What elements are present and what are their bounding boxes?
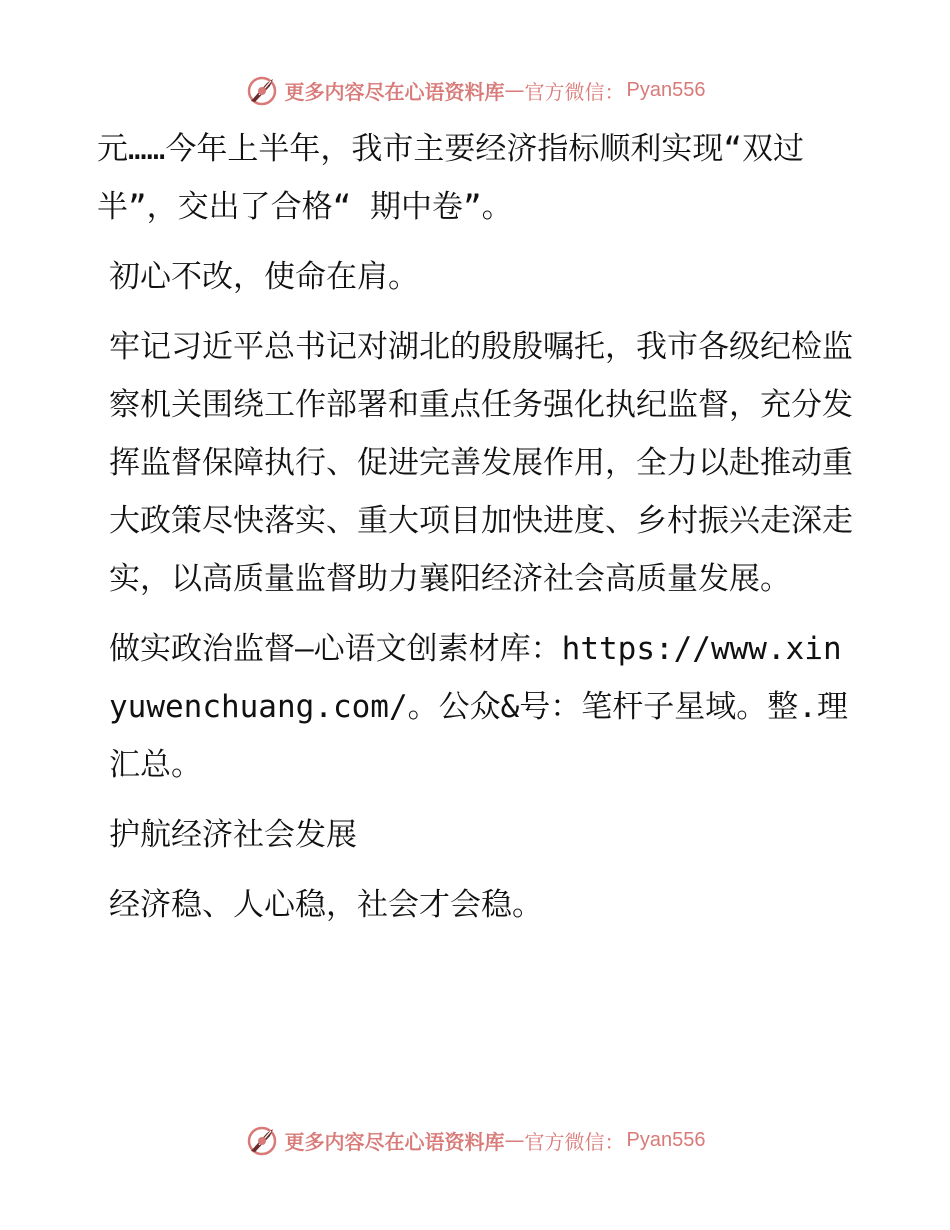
footer-banner (0, 1120, 950, 1160)
banner-dash: — (504, 78, 525, 102)
paragraph-1: 元……今年上半年，我市主要经济指标顺利实现“双过半”，交出了合格“ 期中卷”。 (97, 131, 804, 225)
banner-dash: — (504, 1128, 525, 1152)
document-body (97, 120, 857, 946)
banner-main-text: 更多内容尽在心语资料库 (284, 79, 505, 104)
banner-wechat-id: Pyan556 (626, 78, 706, 101)
banner-main-text: 更多内容尽在心语资料库 (284, 1129, 505, 1154)
banner-wechat-id: Pyan556 (626, 1128, 706, 1151)
paragraph-2: 初心不改，使命在肩。 (109, 259, 419, 295)
quill-pen-logo-icon (245, 73, 279, 107)
paragraph-6: 经济稳、人心稳，社会才会稳。 (109, 887, 543, 923)
header-banner (0, 70, 950, 110)
banner-official-label: 官方微信： (524, 1129, 625, 1154)
paragraph-4: 做实政治监督—心语文创素材库：https://www.xinyuwenchuang.com/。公众&号：笔杆子星域。整.理汇总。 (109, 631, 848, 783)
paragraph-5: 护航经济社会发展 (109, 817, 357, 853)
banner-official-label: 官方微信： (524, 79, 625, 104)
paragraph-3: 牢记习近平总书记对湖北的殷殷嘱托，我市各级纪检监察机关围绕工作部署和重点任务强化执纪监督，充分发挥监督保障执行、促进完善发展作用，全力以赴推动重大政策尽快落实、重大项目加快进度、乡村振兴走深走实，以高质量监督助力襄阳经济社会高质量发展。 (109, 329, 853, 597)
quill-pen-logo-icon (245, 1123, 279, 1157)
